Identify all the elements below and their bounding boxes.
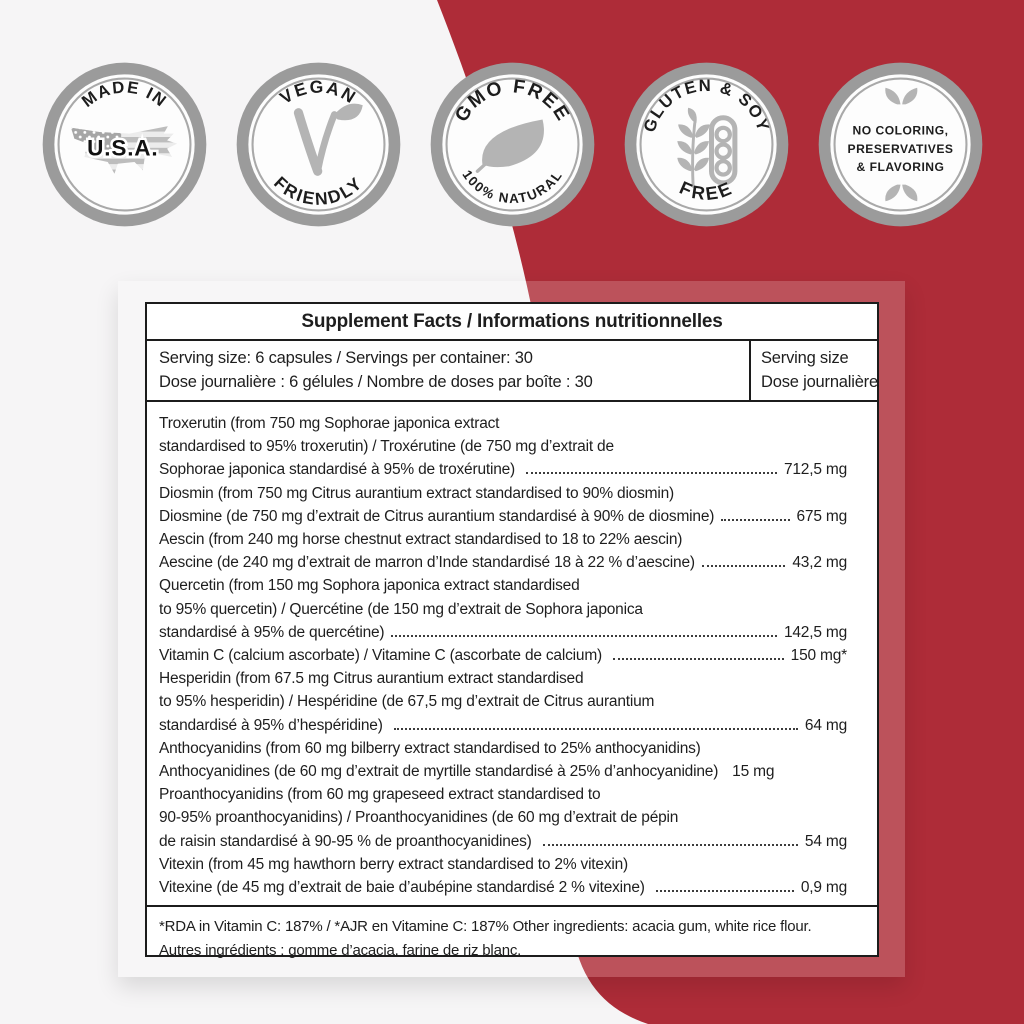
badge-gmo-free [429, 61, 596, 228]
badge-line-1: NO COLORING, [851, 123, 949, 138]
ingredient-text: standardisé à 95% de quercétine) [159, 623, 385, 641]
dotted-leader [543, 844, 798, 846]
ingredient-text: Quercetin (from 150 mg Sophora japonica extract standardised [159, 577, 580, 595]
ingredient-text: standardisé à 95% d’hespéridine) [159, 716, 387, 734]
badge-bottom-label: 100% NATURAL [458, 167, 566, 207]
serving-line-en: Serving size: 6 capsules / Servings per container: 30 [159, 349, 533, 367]
ingredient-line [159, 574, 847, 597]
ingredient-line [159, 551, 847, 574]
badge-line-2: PRESERVATIVES [847, 141, 953, 156]
ingredient-amount: 15 mg [732, 763, 775, 781]
ingredient-text: Anthocyanidines (de 60 mg d’extrait de myrtille standardisé à 25% d’anhocyanidine) [159, 763, 719, 781]
ingredient-text: Diosmin (from 750 mg Citrus aurantium extract standardised to 90% diosmin) [159, 484, 674, 502]
badge-line-3: & FLAVORING [856, 160, 944, 175]
ingredient-text: Proanthocyanidins (from 60 mg grapeseed extract standardised to [159, 786, 601, 804]
serving-size-column [749, 341, 877, 400]
wheat-and-soy-icon [623, 61, 790, 228]
ingredient-text: de raisin standardisé à 90-95 % de proanthocyanidines) [159, 832, 536, 850]
ingredient-text: Hesperidin (from 67.5 mg Citrus aurantium extract standardised [159, 670, 584, 688]
ingredient-line [159, 505, 847, 528]
footnote-line-1: *RDA in Vitamin C: 187% / *AJR en Vitamine C: 187% Other ingredients: acacia gum, white rice flour. [159, 918, 812, 936]
dotted-leader [391, 635, 777, 637]
usa-map-flag-icon [41, 61, 208, 228]
ingredient-line [159, 760, 847, 783]
badge-made-in-usa [41, 61, 208, 228]
badge-no-additives [817, 61, 984, 228]
ingredient-text: standardised to 95% troxerutin) / Troxérutine (de 750 mg d’extrait de [159, 438, 614, 456]
serving-row [147, 341, 877, 402]
ingredient-line [159, 412, 847, 435]
sprout-leaves-icon [817, 61, 984, 228]
dotted-leader [656, 890, 794, 892]
ingredient-text: Vitexine (de 45 mg d’extrait de baie d’aubépine standardisé 2 % vitexine) [159, 879, 649, 897]
ingredient-amount: 712,5 mg [783, 461, 847, 479]
ingredient-line [159, 853, 847, 876]
badge-top-label: GMO FREE [450, 76, 574, 126]
leaf-icon [429, 61, 596, 228]
ingredient-line [159, 458, 847, 481]
ingredient-amount: 0,9 mg [800, 879, 847, 897]
ingredient-line [159, 783, 847, 806]
ingredients-list [147, 402, 877, 905]
ingredient-line [159, 644, 847, 667]
dotted-leader [702, 565, 786, 567]
ingredient-text: Anthocyanidins (from 60 mg bilberry extract standardised to 25% anthocyanidins) [159, 739, 701, 757]
badge-gluten-soy-free [623, 61, 790, 228]
ingredient-text: Vitexin (from 45 mg hawthorn berry extract standardised to 2% vitexin) [159, 855, 629, 873]
ingredient-line [159, 667, 847, 690]
ingredient-line [159, 435, 847, 458]
ingredient-text: to 95% quercetin) / Quercétine (de 150 mg d’extrait de Sophora japonica [159, 600, 643, 618]
vegan-v-leaf-icon [235, 61, 402, 228]
ingredient-text: Troxerutin (from 750 mg Sophorae japonica extract [159, 415, 500, 432]
serving-line-fr: Dose journalière : 6 gélules / Nombre de doses par boîte : 30 [159, 373, 593, 391]
ingredient-amount: 142,5 mg [783, 623, 847, 641]
ingredient-line [159, 830, 847, 853]
serving-info [147, 341, 749, 400]
ingredient-text: Vitamin C (calcium ascorbate) / Vitamine C (ascorbate de calcium) [159, 647, 607, 665]
facts-title: Supplement Facts / Informations nutritionnelles [147, 304, 877, 341]
ingredient-text: Diosmine (de 750 mg d’extrait de Citrus aurantium standardisé à 90% de diosmine) [159, 507, 715, 525]
ingredient-line [159, 482, 847, 505]
label-card [118, 281, 905, 977]
dotted-leader [526, 472, 777, 474]
dotted-leader [394, 728, 798, 730]
certification-badges-row [0, 61, 1024, 228]
serving-size-label-en: Serving size [761, 349, 849, 367]
ingredient-line [159, 621, 847, 644]
badge-top-label: VEGAN [275, 76, 361, 109]
badge-vegan-friendly [235, 61, 402, 228]
ingredient-text: Sophorae japonica standardisé à 95% de troxérutine) [159, 461, 520, 479]
badge-bottom-label: FRIENDLY [269, 172, 367, 209]
ingredient-line [159, 690, 847, 713]
ingredient-text: to 95% hesperidin) / Hespéridine (de 67,5 mg d’extrait de Citrus aurantium [159, 693, 655, 711]
dotted-leader [721, 519, 789, 521]
dotted-leader [613, 658, 784, 660]
serving-size-label-fr: Dose journalière [761, 373, 878, 391]
footnote [147, 905, 877, 969]
footnote-line-2: Autres ingrédients : gomme d’acacia, farine de riz blanc. [159, 942, 522, 960]
ingredient-line [159, 714, 847, 737]
ingredient-amount: 150 mg* [790, 647, 847, 665]
ingredient-text: Aescin (from 240 mg horse chestnut extract standardised to 18 to 22% aescin) [159, 531, 683, 549]
ingredient-line [159, 598, 847, 621]
ingredient-amount: 675 mg [796, 507, 847, 525]
ingredient-amount: 54 mg [804, 832, 847, 850]
ingredient-line [159, 876, 847, 899]
ingredient-amount: 43,2 mg [792, 554, 847, 572]
badge-top-label: GLUTEN & SOY [639, 75, 773, 135]
ingredient-amount: 64 mg [804, 716, 847, 734]
badge-usa-label: U.S.A. [86, 135, 159, 161]
supplement-facts-table [145, 302, 879, 960]
badge-bottom-label: FREE [676, 176, 736, 205]
badge-top-label: MADE IN [77, 77, 171, 112]
ingredient-line [159, 806, 847, 829]
ingredient-line [159, 528, 847, 551]
ingredient-line [159, 737, 847, 760]
ingredient-text: Aescine (de 240 mg d’extrait de marron d’Inde standardisé 18 à 22 % d’aescine) [159, 554, 695, 572]
ingredient-text: 90-95% proanthocyanidins) / Proanthocyanidines (de 60 mg d’extrait de pépin [159, 809, 679, 827]
